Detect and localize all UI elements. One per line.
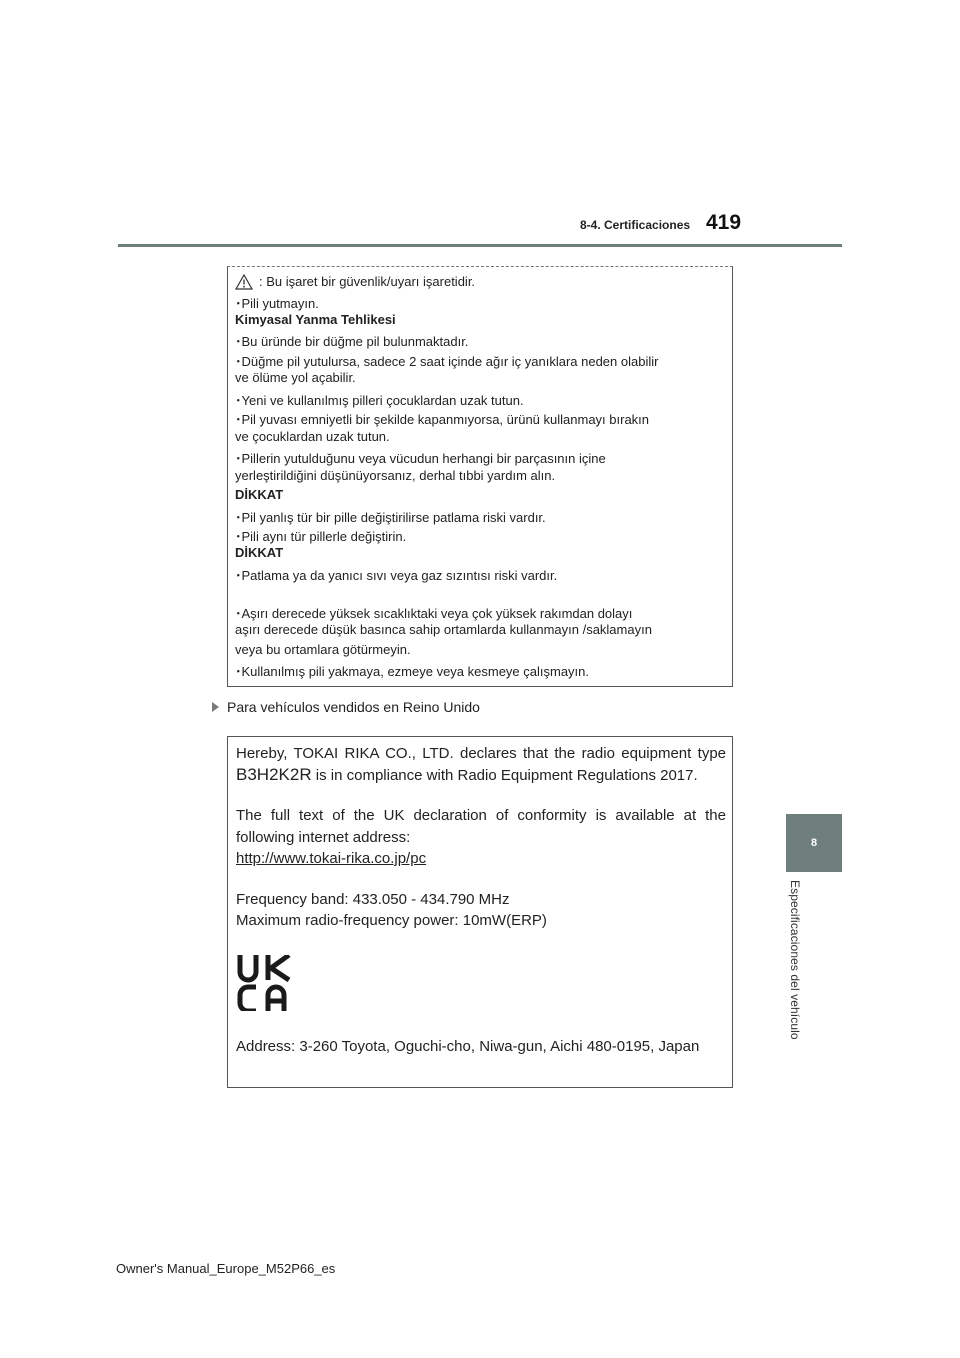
list-item: ･Aşırı derecede yüksek sıcaklıktaki veya çok yüksek rakımdan dolayı xyxy=(235,606,633,621)
model-code: B3H2K2R xyxy=(236,765,312,784)
footer-manual-id: Owner's Manual_Europe_M52P66_es xyxy=(116,1261,336,1276)
declaration-url-link[interactable]: http://www.tokai-rika.co.jp/pc xyxy=(236,850,427,867)
list-item: ･Pil yuvası emniyetli bir şekilde kapanmıyorsa, ürünü kullanmayı bırakın xyxy=(235,412,650,427)
list-item: yerleştirildiğini düşünüyorsanız, derhal tıbbi yardım alın. xyxy=(235,468,556,483)
declaration-line-3: The full text of the UK declaration of conformity is available at the xyxy=(236,807,726,824)
triangle-bullet-icon xyxy=(212,702,219,712)
caution-heading: DİKKAT xyxy=(235,545,284,560)
chemical-burn-heading: Kimyasal Yanma Tehlikesi xyxy=(235,312,396,327)
section-title: 8-4. Certificaciones xyxy=(580,218,691,232)
list-item: ･Patlama ya da yanıcı sıvı veya gaz sızıntısı riski vardır. xyxy=(235,568,558,583)
list-item: ･Pili yutmayın. xyxy=(235,296,319,311)
list-item: ･Yeni ve kullanılmış pilleri çocuklardan uzak tutun. xyxy=(235,393,524,408)
caution-heading: DİKKAT xyxy=(235,487,284,502)
uk-section-heading xyxy=(212,699,480,715)
list-item: aşırı derecede düşük basınca sahip ortamlarda kullanmayın /saklamayın xyxy=(235,622,652,637)
frequency-band: Frequency band: 433.050 - 434.790 MHz xyxy=(236,891,510,908)
page-number: 419 xyxy=(706,211,742,234)
declaration-line-2 xyxy=(236,765,698,785)
uk-heading-text: Para vehículos vendidos en Reino Unido xyxy=(227,699,480,715)
declaration-line-2-rest: is in compliance with Radio Equipment Regulations 2017. xyxy=(311,767,698,784)
list-item: ･Düğme pil yutulursa, sadece 2 saat içinde ağır iç yanıklara neden olabilir xyxy=(235,354,659,369)
list-item: ve çocuklardan uzak tutun. xyxy=(235,429,390,444)
declaration-line-4: following internet address: xyxy=(236,829,411,846)
company-address: Address: 3-260 Toyota, Oguchi-cho, Niwa-gun, Aichi 480-0195, Japan xyxy=(236,1038,700,1055)
header-rule xyxy=(118,244,842,247)
uk-declaration-box xyxy=(227,736,733,1088)
max-radio-power: Maximum radio-frequency power: 10mW(ERP) xyxy=(236,912,547,929)
list-item: veya bu ortamlara götürmeyin. xyxy=(235,642,411,657)
list-item: ve ölüme yol açabilir. xyxy=(235,370,356,385)
declaration-line-1: Hereby, TOKAI RIKA CO., LTD. declares that the radio equipment type xyxy=(236,745,726,762)
chapter-label: Especificaciones del vehículo xyxy=(788,880,802,1040)
list-item: ･Bu üründe bir düğme pil bulunmaktadır. xyxy=(235,334,469,349)
chapter-side-label xyxy=(786,880,806,1070)
ukca-mark-logo xyxy=(236,955,292,1011)
safety-symbol-note: : Bu işaret bir güvenlik/uyarı işaretidir. xyxy=(259,274,476,289)
list-item: ･Pili aynı tür pillerle değiştirin. xyxy=(235,529,407,544)
list-item: ･Pillerin yutulduğunu veya vücudun herhangi bir parçasının içine xyxy=(235,451,606,466)
chapter-tab xyxy=(786,814,842,872)
chapter-number: 8 xyxy=(810,837,818,849)
turkish-warning-box xyxy=(227,266,733,687)
list-item: ･Kullanılmış pili yakmaya, ezmeye veya kesmeye çalışmayın. xyxy=(235,664,590,679)
warning-triangle-icon xyxy=(235,274,253,290)
list-item: ･Pil yanlış tür bir pille değiştirilirse patlama riski vardır. xyxy=(235,510,546,525)
